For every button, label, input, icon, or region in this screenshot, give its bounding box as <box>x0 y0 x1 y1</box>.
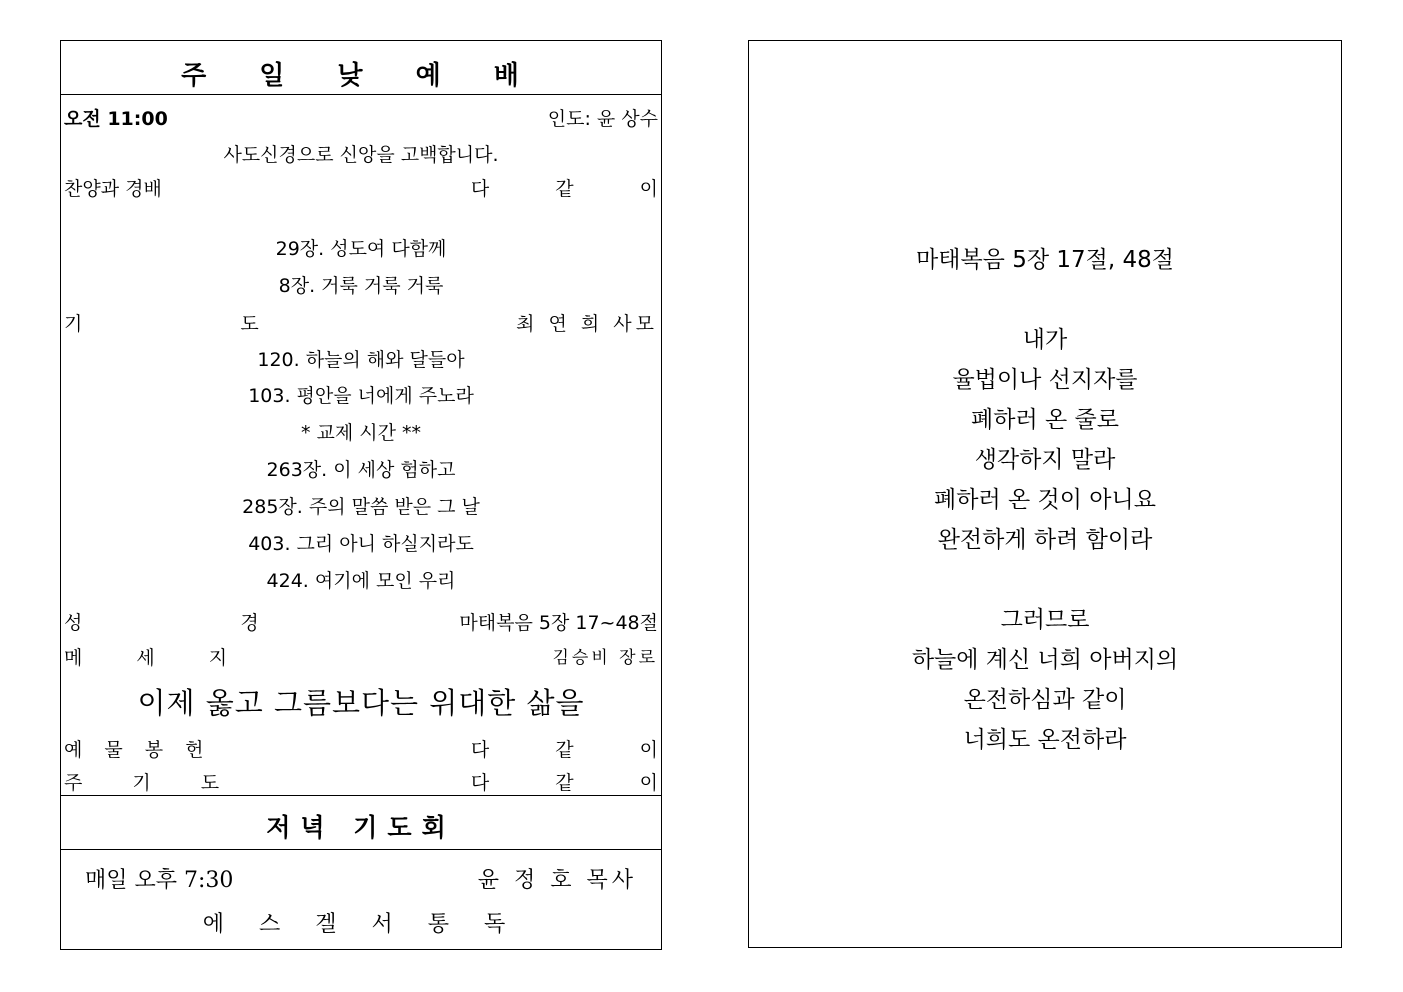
hymn-item: 8장. 거룩 거룩 거룩 <box>278 275 444 297</box>
evening-title: 저녁 기도회 <box>266 813 456 842</box>
hymn-item: 120. 하늘의 해와 달들아 <box>257 349 465 371</box>
message-row <box>64 643 658 667</box>
creed-line: 사도신경으로 신앙을 고백합니다. <box>223 144 499 166</box>
lords-prayer-by: 다 같 이 <box>470 772 688 794</box>
evening-leader: 윤 정 호 목사 <box>477 868 637 893</box>
prayer-label: 기 도 <box>64 313 335 335</box>
verse-line: 내가 <box>1022 327 1068 353</box>
fellowship-time: * 교제 시간 ** <box>300 422 422 444</box>
verse-line: 완전하게 하려 함이라 <box>937 527 1153 553</box>
verse-line: 하늘에 계신 너희 아버지의 <box>911 647 1179 673</box>
verse-line: 생각하지 말라 <box>974 447 1116 473</box>
hymn-item: 403. 그리 아니 하실지라도 <box>248 533 474 555</box>
scripture-label: 성 경 <box>64 612 335 634</box>
service-leader: 인도: 윤 상수 <box>547 108 658 130</box>
verse-line: 온전하심과 같이 <box>963 687 1127 713</box>
offering-by: 다 같 이 <box>470 739 688 761</box>
praise-by: 다 같 이 <box>470 178 688 200</box>
hymn-item: 103. 평안을 너에게 주노라 <box>248 385 474 407</box>
message-by: 김승비 장로 <box>552 648 658 668</box>
sermon-title: 이제 옳고 그름보다는 위대한 삶을 <box>137 686 585 720</box>
lords-prayer-row <box>64 768 688 794</box>
offering-label: 예 물 봉 헌 <box>64 739 212 761</box>
praise-label: 찬양과 경배 <box>64 178 162 200</box>
hymn-item: 285장. 주의 말씀 받은 그 날 <box>242 496 480 518</box>
message-label: 메 세 지 <box>64 647 252 669</box>
prayer-row <box>64 309 658 333</box>
hymn-item: 29장. 성도여 다함께 <box>275 238 447 260</box>
verse-line: 너희도 온전하라 <box>963 727 1127 753</box>
verse-line: 폐하러 온 것이 아니요 <box>934 487 1156 513</box>
divider <box>61 795 661 796</box>
verse-line: 그러므로 <box>1000 607 1090 633</box>
scripture-panel <box>748 40 1342 948</box>
praise-row <box>64 174 688 200</box>
evening-reading: 에 스 겔 서 통 독 <box>202 912 520 937</box>
service-time: 오전 11:00 <box>64 108 168 130</box>
divider <box>61 94 661 95</box>
service-time-row <box>64 104 658 128</box>
divider <box>61 849 661 850</box>
service-title: 주 일 낮 예 배 <box>181 61 541 91</box>
worship-order-panel <box>60 40 688 950</box>
scripture-row <box>64 608 658 632</box>
offering-row <box>64 735 688 761</box>
prayer-by: 최 연 희 사모 <box>516 313 658 335</box>
verse-line: 율법이나 선지자를 <box>952 367 1138 393</box>
verse-line: 폐하러 온 줄로 <box>971 407 1119 433</box>
hymn-item: 424. 여기에 모인 우리 <box>266 570 456 592</box>
scripture-reference: 마태복음 5장 17절, 48절 <box>916 247 1174 273</box>
scripture-ref: 마태복음 5장 17~48절 <box>459 612 658 634</box>
lords-prayer-label: 주 기 도 <box>64 772 242 794</box>
evening-time: 매일 오후 7:30 <box>85 868 234 893</box>
hymn-item: 263장. 이 세상 험하고 <box>266 459 456 481</box>
